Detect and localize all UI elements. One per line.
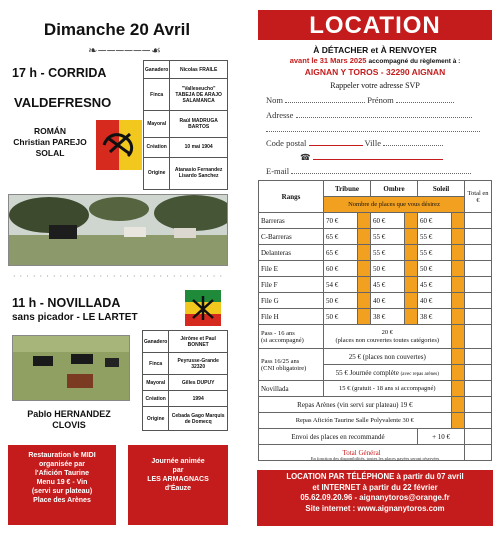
dotted-separator: · · · · · · · · · · · · · · · · · · · · · · · · · · · · · · · · (12, 272, 224, 281)
corrida-toreros: ROMÁN Christian PAREJO SOLAL (13, 126, 87, 158)
ombre-qty[interactable] (404, 229, 417, 245)
ombre-price: 60 € (371, 213, 405, 229)
repas-aficion-total[interactable] (465, 413, 492, 429)
novillada-total[interactable] (465, 381, 492, 397)
soleil-qty[interactable] (451, 245, 464, 261)
novillada-flag-logo (185, 290, 221, 326)
col-total: Total en € (465, 181, 492, 213)
col-tribune: Tribune (323, 181, 370, 197)
row-total[interactable] (465, 261, 492, 277)
pass1625-total-b[interactable] (465, 365, 492, 381)
pass16-total[interactable] (465, 325, 492, 349)
footer-phone-line: LOCATION PAR TÉLÉPHONE à partir du 07 avril (286, 472, 464, 481)
adresse-label: Adresse (266, 110, 294, 120)
info-value: Peyrusse-Grande 32320 (169, 353, 228, 375)
soleil-price: 45 € (418, 277, 452, 293)
tribune-qty[interactable] (357, 293, 370, 309)
footer-website-line: Site internet : www.aignanytoros.com (305, 503, 445, 513)
price-table (258, 180, 492, 461)
repas-aficion: Repas Afición Taurine Salle Polyvalente 30 € (259, 413, 452, 429)
prenom-input[interactable] (396, 102, 454, 103)
novillada-bulls-photo (12, 335, 130, 401)
ombre-price: 40 € (371, 293, 405, 309)
pass1625-label: Pass 16/25 ans (CNI obligatoire) (259, 349, 324, 381)
tribune-price: 65 € (323, 229, 357, 245)
rang-label: File G (259, 293, 324, 309)
ombre-price: 38 € (371, 309, 405, 325)
footer-contact-line: 05.62.09.20.96 - aignanytoros@orange.fr (300, 493, 450, 502)
info-value: Jérôme et Paul BONNET (169, 331, 228, 353)
tribune-price: 60 € (323, 261, 357, 277)
detach-instruction: À DÉTACHER et À RENVOYER (313, 45, 437, 55)
prenom-label: Prénom (367, 95, 394, 105)
repas-arenes-total[interactable] (465, 397, 492, 413)
novillada-qty[interactable] (451, 381, 464, 397)
repas-arenes: Repas Arènes (vin servi sur plateau) 19 € (259, 397, 452, 413)
ombre-qty[interactable] (404, 293, 417, 309)
rang-label: File H (259, 309, 324, 325)
adresse-input-line2[interactable] (266, 131, 480, 132)
soleil-price: 40 € (418, 293, 452, 309)
info-value: Gilles DUPUY (169, 375, 228, 391)
total-general-label: Total Général (259, 445, 465, 461)
repas-aficion-qty[interactable] (451, 413, 464, 429)
availability-note: En fonction des disponibilités, toutes les places payées seront réservées (310, 456, 440, 461)
col-ombre: Ombre (371, 181, 418, 197)
pass1625-price-b-note: (avec repas arènes) (400, 371, 439, 377)
info-value: Raúl MADRUGA BARTOS (170, 111, 228, 137)
ganaderia-flag-logo (96, 120, 142, 170)
restauration-box: Restauration le MIDI organisée par l'Afición Taurine Menu 19 € - Vin (servi sur plateau) Place des Arènes (8, 445, 116, 525)
pass16-price: 20 € (places non couvertes toutes catégories) (323, 325, 451, 349)
corrida-time-label: 17 h - CORRIDA (12, 66, 107, 80)
col-rangs: Rangs (259, 181, 324, 213)
tribune-price: 54 € (323, 277, 357, 293)
email-input[interactable] (291, 173, 471, 174)
phone-input[interactable] (313, 159, 443, 160)
places-subheader: Nombre de places que vous désirez (323, 197, 464, 213)
soleil-qty[interactable] (451, 293, 464, 309)
adresse-input[interactable] (296, 117, 472, 118)
tribune-price: 70 € (323, 213, 357, 229)
info-key: Mayoral (144, 111, 170, 137)
repas-arenes-qty[interactable] (451, 397, 464, 413)
rang-label: C-Barreras (259, 229, 324, 245)
ombre-qty[interactable] (404, 245, 417, 261)
envoi-total[interactable] (465, 429, 492, 445)
info-value: 10 mai 1904 (170, 137, 228, 157)
rang-label: Delanteras (259, 245, 324, 261)
novillada-label: Novillada (259, 381, 324, 397)
soleil-price: 55 € (418, 245, 452, 261)
info-value: Nicolas FRAILE (170, 61, 228, 79)
code-postal-input[interactable] (309, 145, 363, 146)
info-key: Ganadero (143, 331, 169, 353)
soleil-price: 38 € (418, 309, 452, 325)
row-total[interactable] (465, 213, 492, 229)
novillada-time-label: 11 h - NOVILLADA (12, 296, 121, 310)
soleil-price: 60 € (418, 213, 452, 229)
soleil-qty[interactable] (451, 229, 464, 245)
rang-label: Barreras (259, 213, 324, 229)
soleil-qty[interactable] (451, 277, 464, 293)
address-reminder: Rappeler votre adresse SVP (330, 81, 420, 90)
ville-label: Ville (364, 138, 381, 148)
corrida-info-table (143, 60, 228, 190)
right-column (250, 0, 500, 536)
deadline: avant le 31 Mars 2025 (289, 56, 367, 65)
mailing-address: AIGNAN Y TOROS - 32290 AIGNAN (304, 67, 446, 77)
pass1625-qty-b[interactable] (451, 365, 464, 381)
tribune-qty[interactable] (357, 245, 370, 261)
pass1625-qty-a[interactable] (451, 349, 464, 365)
info-value: "Valleseucho" TABEJA DE ARAJO SALAMANCA (170, 79, 228, 111)
ville-input[interactable] (383, 145, 443, 146)
ombre-qty[interactable] (404, 213, 417, 229)
info-key: Ganadero (144, 61, 170, 79)
pass1625-price-b: 55 € Journée complète (335, 368, 399, 377)
ombre-price: 45 € (371, 277, 405, 293)
phone-icon: ☎ (300, 152, 311, 162)
left-column (0, 0, 240, 536)
info-key: Mayoral (143, 375, 169, 391)
footer-internet-line: et INTERNET à partir du 22 février (312, 482, 438, 492)
envoi-recommande: Envoi des places en recommandé (259, 429, 418, 445)
deadline-suffix: accompagné du règlement à : (368, 58, 461, 65)
ombre-qty[interactable] (404, 277, 417, 293)
tribune-qty[interactable] (357, 261, 370, 277)
tribune-qty[interactable] (357, 309, 370, 325)
info-key: Origine (143, 407, 169, 431)
novillada-price: 15 € (gratuit - 18 ans si accompagné) (323, 381, 451, 397)
date-title: Dimanche 20 Avril (43, 20, 191, 39)
row-total[interactable] (465, 309, 492, 325)
row-total[interactable] (465, 245, 492, 261)
info-value: 1994 (169, 391, 228, 407)
tribune-price: 50 € (323, 309, 357, 325)
info-key: Création (144, 137, 170, 157)
novillada-info-table (142, 330, 228, 431)
rang-label: File F (259, 277, 324, 293)
ombre-qty[interactable] (404, 309, 417, 325)
footer-contact-box (257, 470, 493, 526)
email-label: E-mail (266, 166, 290, 176)
journee-animee-box: Journée animée par LES ARMAGNACS d'Éauze (128, 445, 228, 525)
info-key: Finca (143, 353, 169, 375)
soleil-qty[interactable] (451, 261, 464, 277)
code-postal-label: Code postal (266, 138, 307, 148)
row-total[interactable] (465, 293, 492, 309)
ombre-price: 55 € (371, 229, 405, 245)
ombre-price: 50 € (371, 261, 405, 277)
novillero-name: Pablo HERNANDEZ CLOVIS (27, 409, 111, 430)
pass1625-price-a: 25 € (places non couvertes) (323, 349, 451, 365)
tribune-price: 50 € (323, 293, 357, 309)
soleil-qty[interactable] (451, 213, 464, 229)
pass1625-total-a[interactable] (465, 349, 492, 365)
info-value: Atanasio Fernandez Lisardo Sanchez (170, 157, 228, 189)
soleil-price: 50 € (418, 261, 452, 277)
info-value: Cebada Gago Marquis de Domecq (169, 407, 228, 431)
col-soleil: Soleil (418, 181, 465, 197)
ombre-price: 55 € (371, 245, 405, 261)
tribune-qty[interactable] (357, 229, 370, 245)
info-key: Finca (144, 79, 170, 111)
novillada-subtitle: sans picador - LE LARTET (12, 312, 138, 323)
pass16-qty[interactable] (451, 325, 464, 349)
tribune-qty[interactable] (357, 277, 370, 293)
info-key: Origine (144, 157, 170, 189)
corrida-bulls-photo (8, 194, 228, 266)
ornament-divider: ❧──────☙ (88, 45, 162, 57)
corrida-ganaderia: VALDEFRESNO (14, 95, 112, 110)
location-banner: LOCATION (258, 10, 492, 40)
row-total[interactable] (465, 229, 492, 245)
info-key: Création (143, 391, 169, 407)
rang-label: File E (259, 261, 324, 277)
soleil-qty[interactable] (451, 309, 464, 325)
tribune-price: 65 € (323, 245, 357, 261)
ombre-qty[interactable] (404, 261, 417, 277)
soleil-price: 55 € (418, 229, 452, 245)
nom-input[interactable] (285, 102, 365, 103)
tribune-qty[interactable] (357, 213, 370, 229)
envoi-price: + 10 € (418, 429, 465, 445)
pass16-label: Pass - 16 ans (si accompagné) (259, 325, 324, 349)
nom-label: Nom (266, 95, 283, 105)
row-total[interactable] (465, 277, 492, 293)
